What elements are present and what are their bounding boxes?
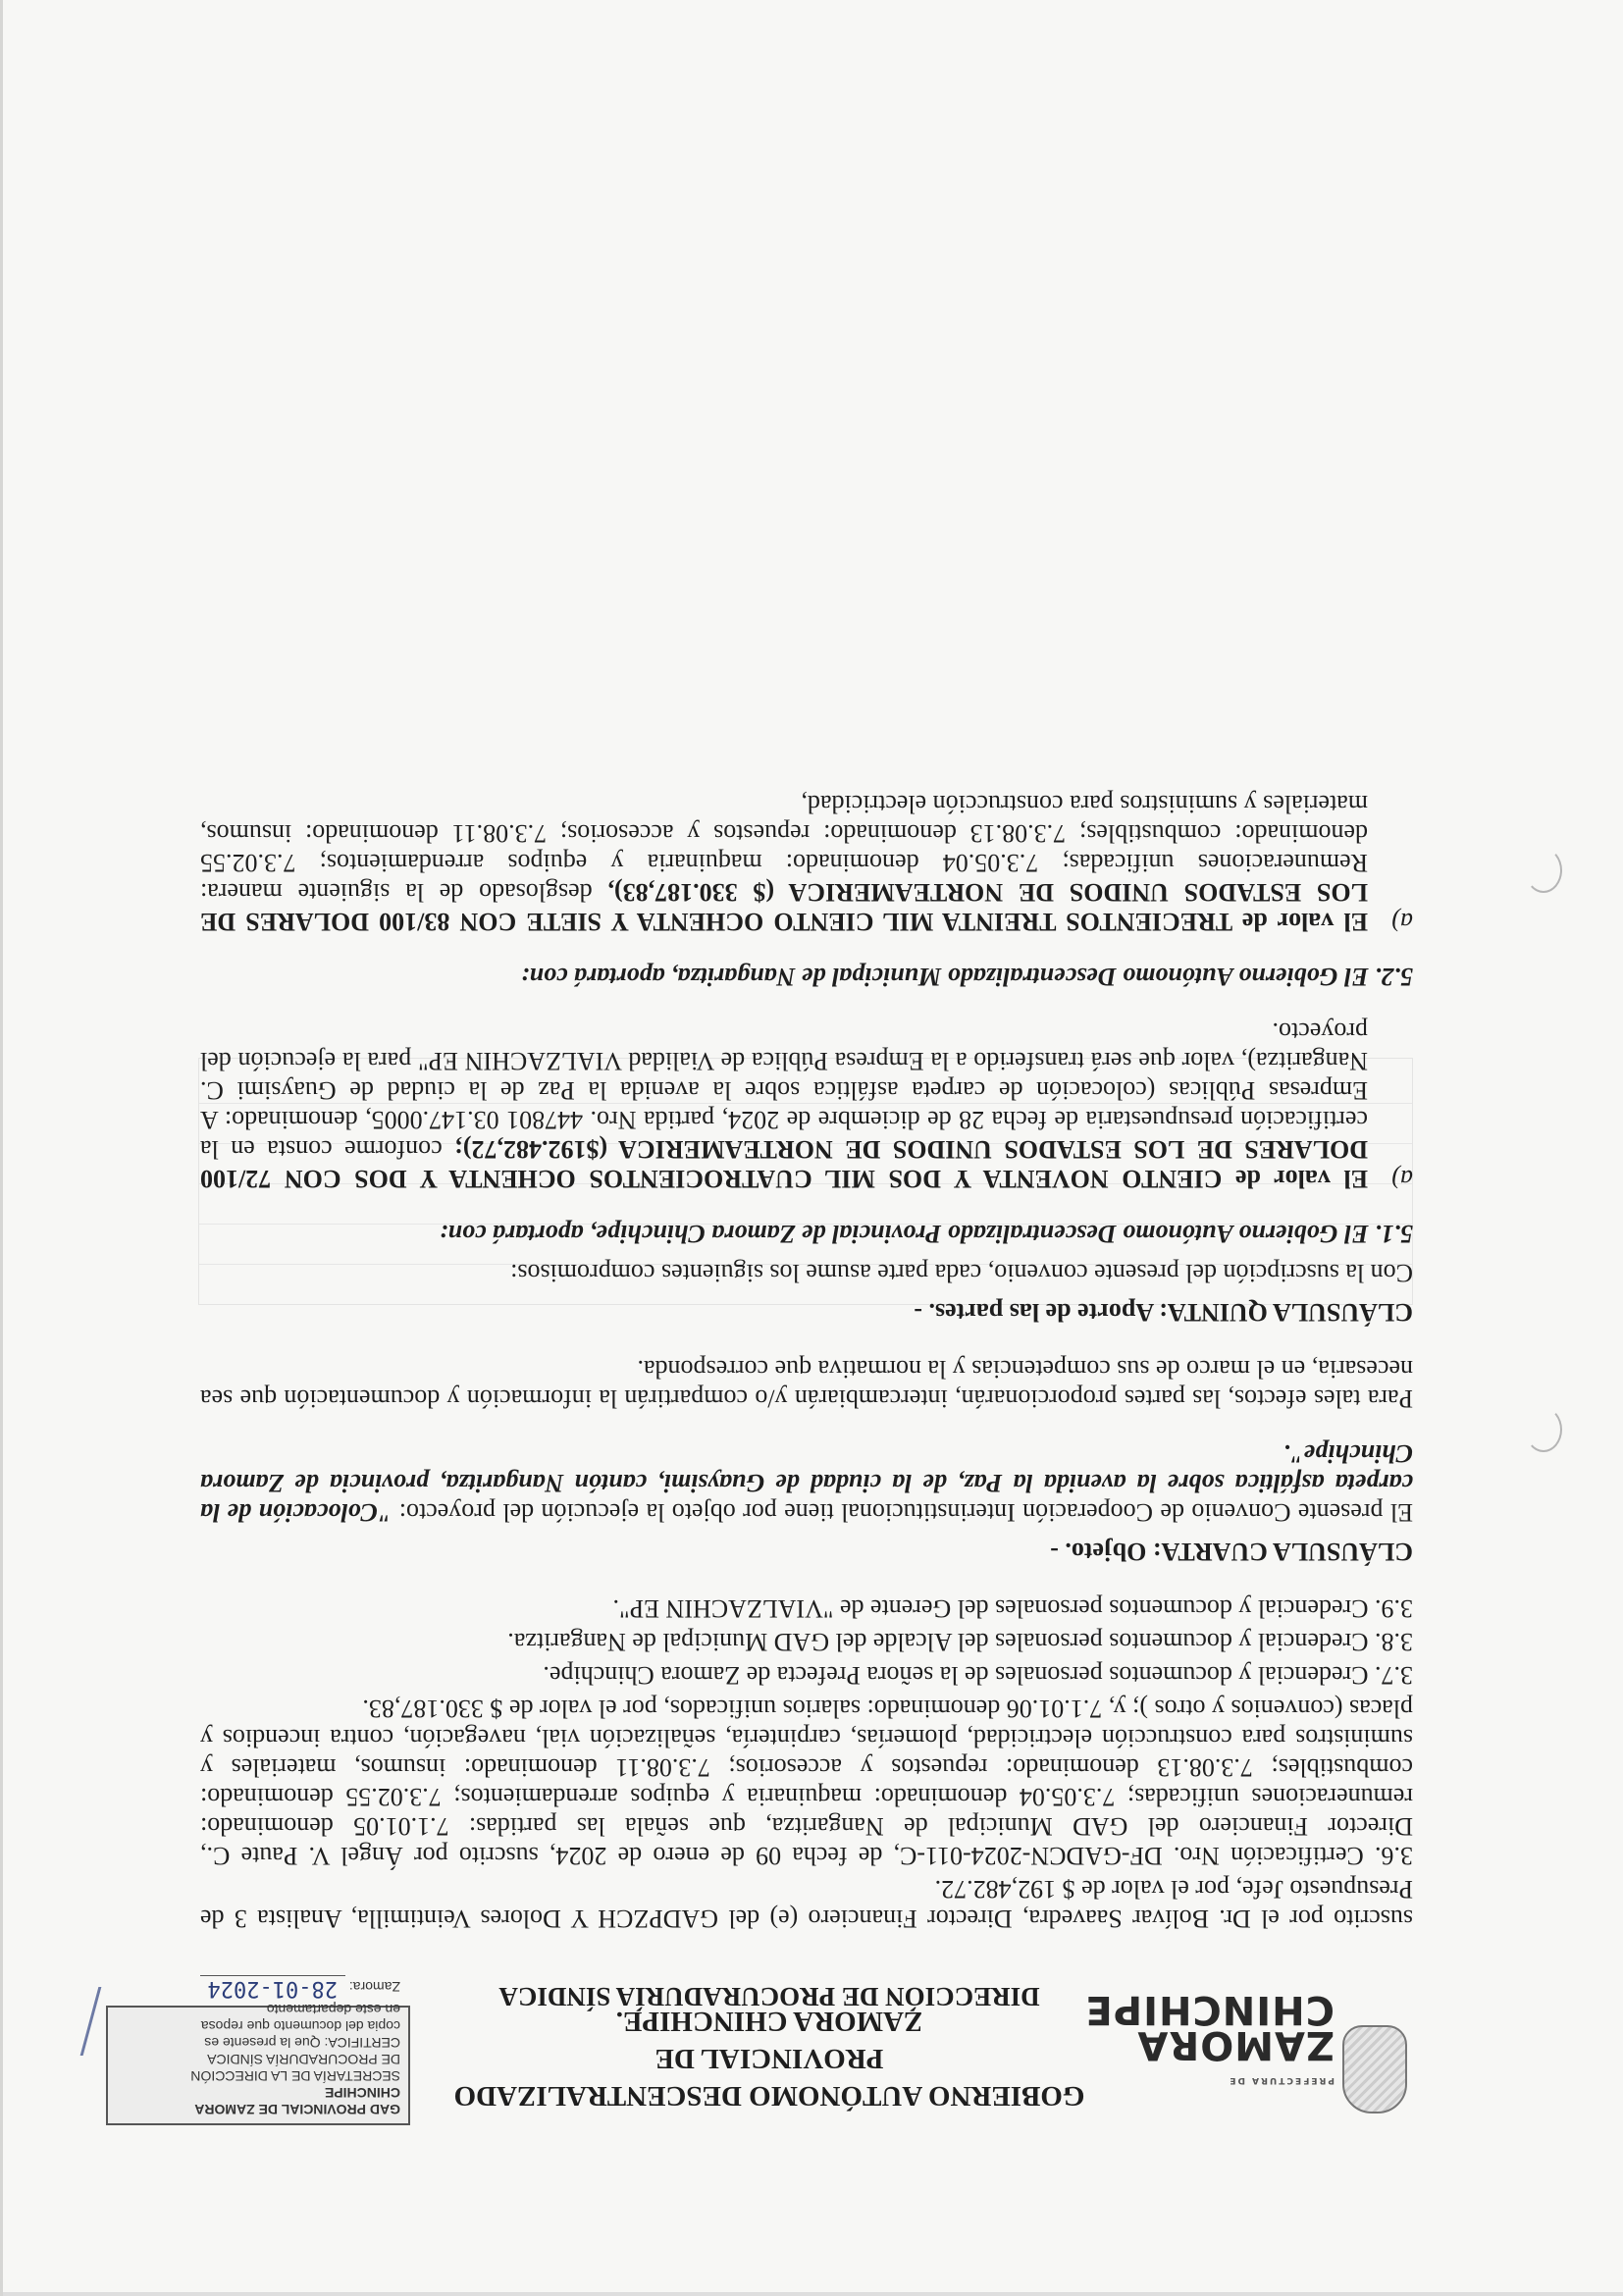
- logo-line2: CHINCHIPE: [1084, 1987, 1335, 2032]
- paragraph-3-8: 3.8. Credencial y documentos personales del Alcalde del GAD Municipal de Nangaritza.: [507, 1628, 1413, 1656]
- department-title: DIRECCIÓN DE PROCURADURÍA SÍNDICA: [498, 1982, 1040, 2011]
- org-line1: GOBIERNO AUTÓNOMO DESCENTRALIZADO PROVINCIAL DE: [453, 2043, 1085, 2112]
- paragraph-3-6: 3.6. Certificación Nro. DF-GADCN-2024-011-C, de fecha 09 de enero de 2024, suscrito por Ángel V. Paute C., Director Financiero del GAD Municipal de Nangaritza, que señala las partidas: 7.1.01.05 denominado: remuneraciones unificadas; 7.3.05.04 denominado: maquinaria y equipos arrendamientos; 7.3.02.55 denominado: combustibles; 7.3.08.13 denominado: repuestos y accesorios; 7.3.08.11 denominado: insumos, materiales y suministros para construcción electricidad, plomerías, carpintería, señalización vial, navegación, contra incendios y placas (convenios y otros ); y, 7.1.01.06 denominado: salarios unificados, por el valor de $ 330.187,83.: [200, 1695, 1413, 1870]
- punch-hole-bottom: [1525, 848, 1562, 893]
- clause-4-text: El presente Convenio de Cooperación Interinstitucional tiene por objeto la ejecución del proyecto:: [392, 1498, 1413, 1527]
- paragraph-3-9: 3.9. Credencial y documentos personales del Gerente de "VIALZACHIN EP".: [612, 1594, 1413, 1623]
- paragraph-3-7: 3.7. Credencial y documentos personales de la señora Prefecta de Zamora Chinchipe.: [543, 1661, 1413, 1690]
- item-detail: desglosado de la siguiente manera: Remuneraciones unificadas; 7.3.05.04 denominado: maquinaria y equipos arrendamientos; 7.3.02.55 denominado: combustibles; 7.3.08.13 denominado: repuestos y accesorios; 7.3.08.11 denominado: insumos, materiales y suministros para construcción electricidad,: [200, 790, 1368, 907]
- stamp-line4: CERTIFICA: Que la presente es: [204, 2035, 400, 2051]
- stamp-date-handwritten: 28-01-2024: [200, 1975, 345, 2001]
- item-label: a): [1391, 908, 1413, 936]
- item-amount: El valor de TRECIENTOS TREINTA MIL CIENTO OCHENTA Y SIETE CON 83/100 DOLARES DE LOS ESTADOS UNIDOS DE NORTEAMERICA ($ 330.187,83),: [200, 878, 1368, 936]
- item-text: [200, 789, 1368, 936]
- stamp-date-row: [116, 1976, 400, 2001]
- stamp-line2: SECRETARÍA DE LA DIRECCIÓN: [190, 2068, 400, 2084]
- clause-4-project-name: "Colocación de la carpeta asfáltica sobre la avenida la Paz, de la ciudad de Guaysimi, cantón Nangaritza, provincia de Zamora Chinchipe".: [199, 1439, 1413, 1527]
- stamp-line1: GAD PROVINCIAL DE ZAMORA CHINCHIPE: [194, 2085, 400, 2117]
- section-5-2-item-a: [200, 789, 1413, 936]
- logo-text: [1084, 1987, 1335, 2098]
- item-amount: El valor de CIENTO NOVENTA Y DOS MIL CUATROCIENTOS OCHENTA Y DOS CON 72/100 DOLARES DE LOS ESTADOS UNIDOS DE NORTEAMERICA ($192.482,72);: [200, 1135, 1368, 1193]
- stamp-line3: DE PROCURADURÍA SÍNDICA: [207, 2052, 400, 2067]
- stamp-date-label: Zamora:: [348, 1979, 400, 1995]
- clause-5-intro: Con la suscripción del presente convenio, cada parte asume los siguientes compromisos:: [510, 1259, 1413, 1287]
- clause-5-title: CLÁUSULA QUINTA: Aporte de las partes. -: [914, 1298, 1413, 1327]
- item-label: a): [1391, 1165, 1413, 1193]
- coat-of-arms-icon: [1342, 2025, 1407, 2113]
- certification-stamp: [106, 1976, 410, 2125]
- section-5-2-title: 5.2. El Gobierno Autónomo Descentralizado Municipal de Nangaritza, aportará con:: [520, 963, 1413, 991]
- prefecture-logo: [1084, 1987, 1407, 2121]
- logo-line1: ZAMORA: [1136, 2022, 1335, 2067]
- page-edge: [0, 2292, 1623, 2296]
- stamp-line5: copia del documento que reposa: [200, 2018, 400, 2034]
- document-body: [200, 789, 1413, 1933]
- logo-prefix: PREFECTURA DE: [1228, 2075, 1335, 2085]
- paragraph-3-5-cont: suscrito por el Dr. Bolívar Saavedra, Director Financiero (e) del GADPZCH Y Dolores Veintimilla, Analista 3 de Presupuesto Jefe, por el valor de $ 192,482.72.: [200, 1875, 1413, 1933]
- clause-4-paragraph-1: [200, 1438, 1413, 1527]
- stamp-line6: en este departamento: [266, 2002, 400, 2017]
- clause-4-title: CLÁUSULA CUARTA: Objeto. -: [1050, 1538, 1413, 1566]
- org-line2: ZAMORA CHINCHIPE.: [615, 2006, 923, 2037]
- punch-hole-top: [1525, 1407, 1562, 1452]
- page-edge-right: [0, 0, 3, 2296]
- section-5-1-title: 5.1. El Gobierno Autónomo Descentralizado Provincial de Zamora Chinchipe, aportará con:: [439, 1220, 1413, 1248]
- item-detail: conforme consta en la certificación presupuestaria de fecha 28 de diciembre de 2024, partida Nro. 447801 03.147.0005, denominado: A Empresas Públicas (colocación de carpeta asfáltica sobre la avenida la Paz de la ciudad de Guaysimi C. Nangaritza), valor que será transferido a la Empresa Pública de Vialidad VIALZACHIN EP" para la ejecución del proyecto.: [200, 1018, 1368, 1164]
- item-text: [200, 1017, 1368, 1193]
- organization-title: [426, 2003, 1113, 2114]
- signature-mark: [41, 1987, 102, 2056]
- section-5-1-item-a: [200, 1017, 1413, 1193]
- clause-4-paragraph-2: Para tales efectos, las partes proporcionarán, intercambiarán y/o compartirán la información y documentación que sea necesaria, en el marco de sus competencias y la normativa que corresponda.: [200, 1355, 1413, 1413]
